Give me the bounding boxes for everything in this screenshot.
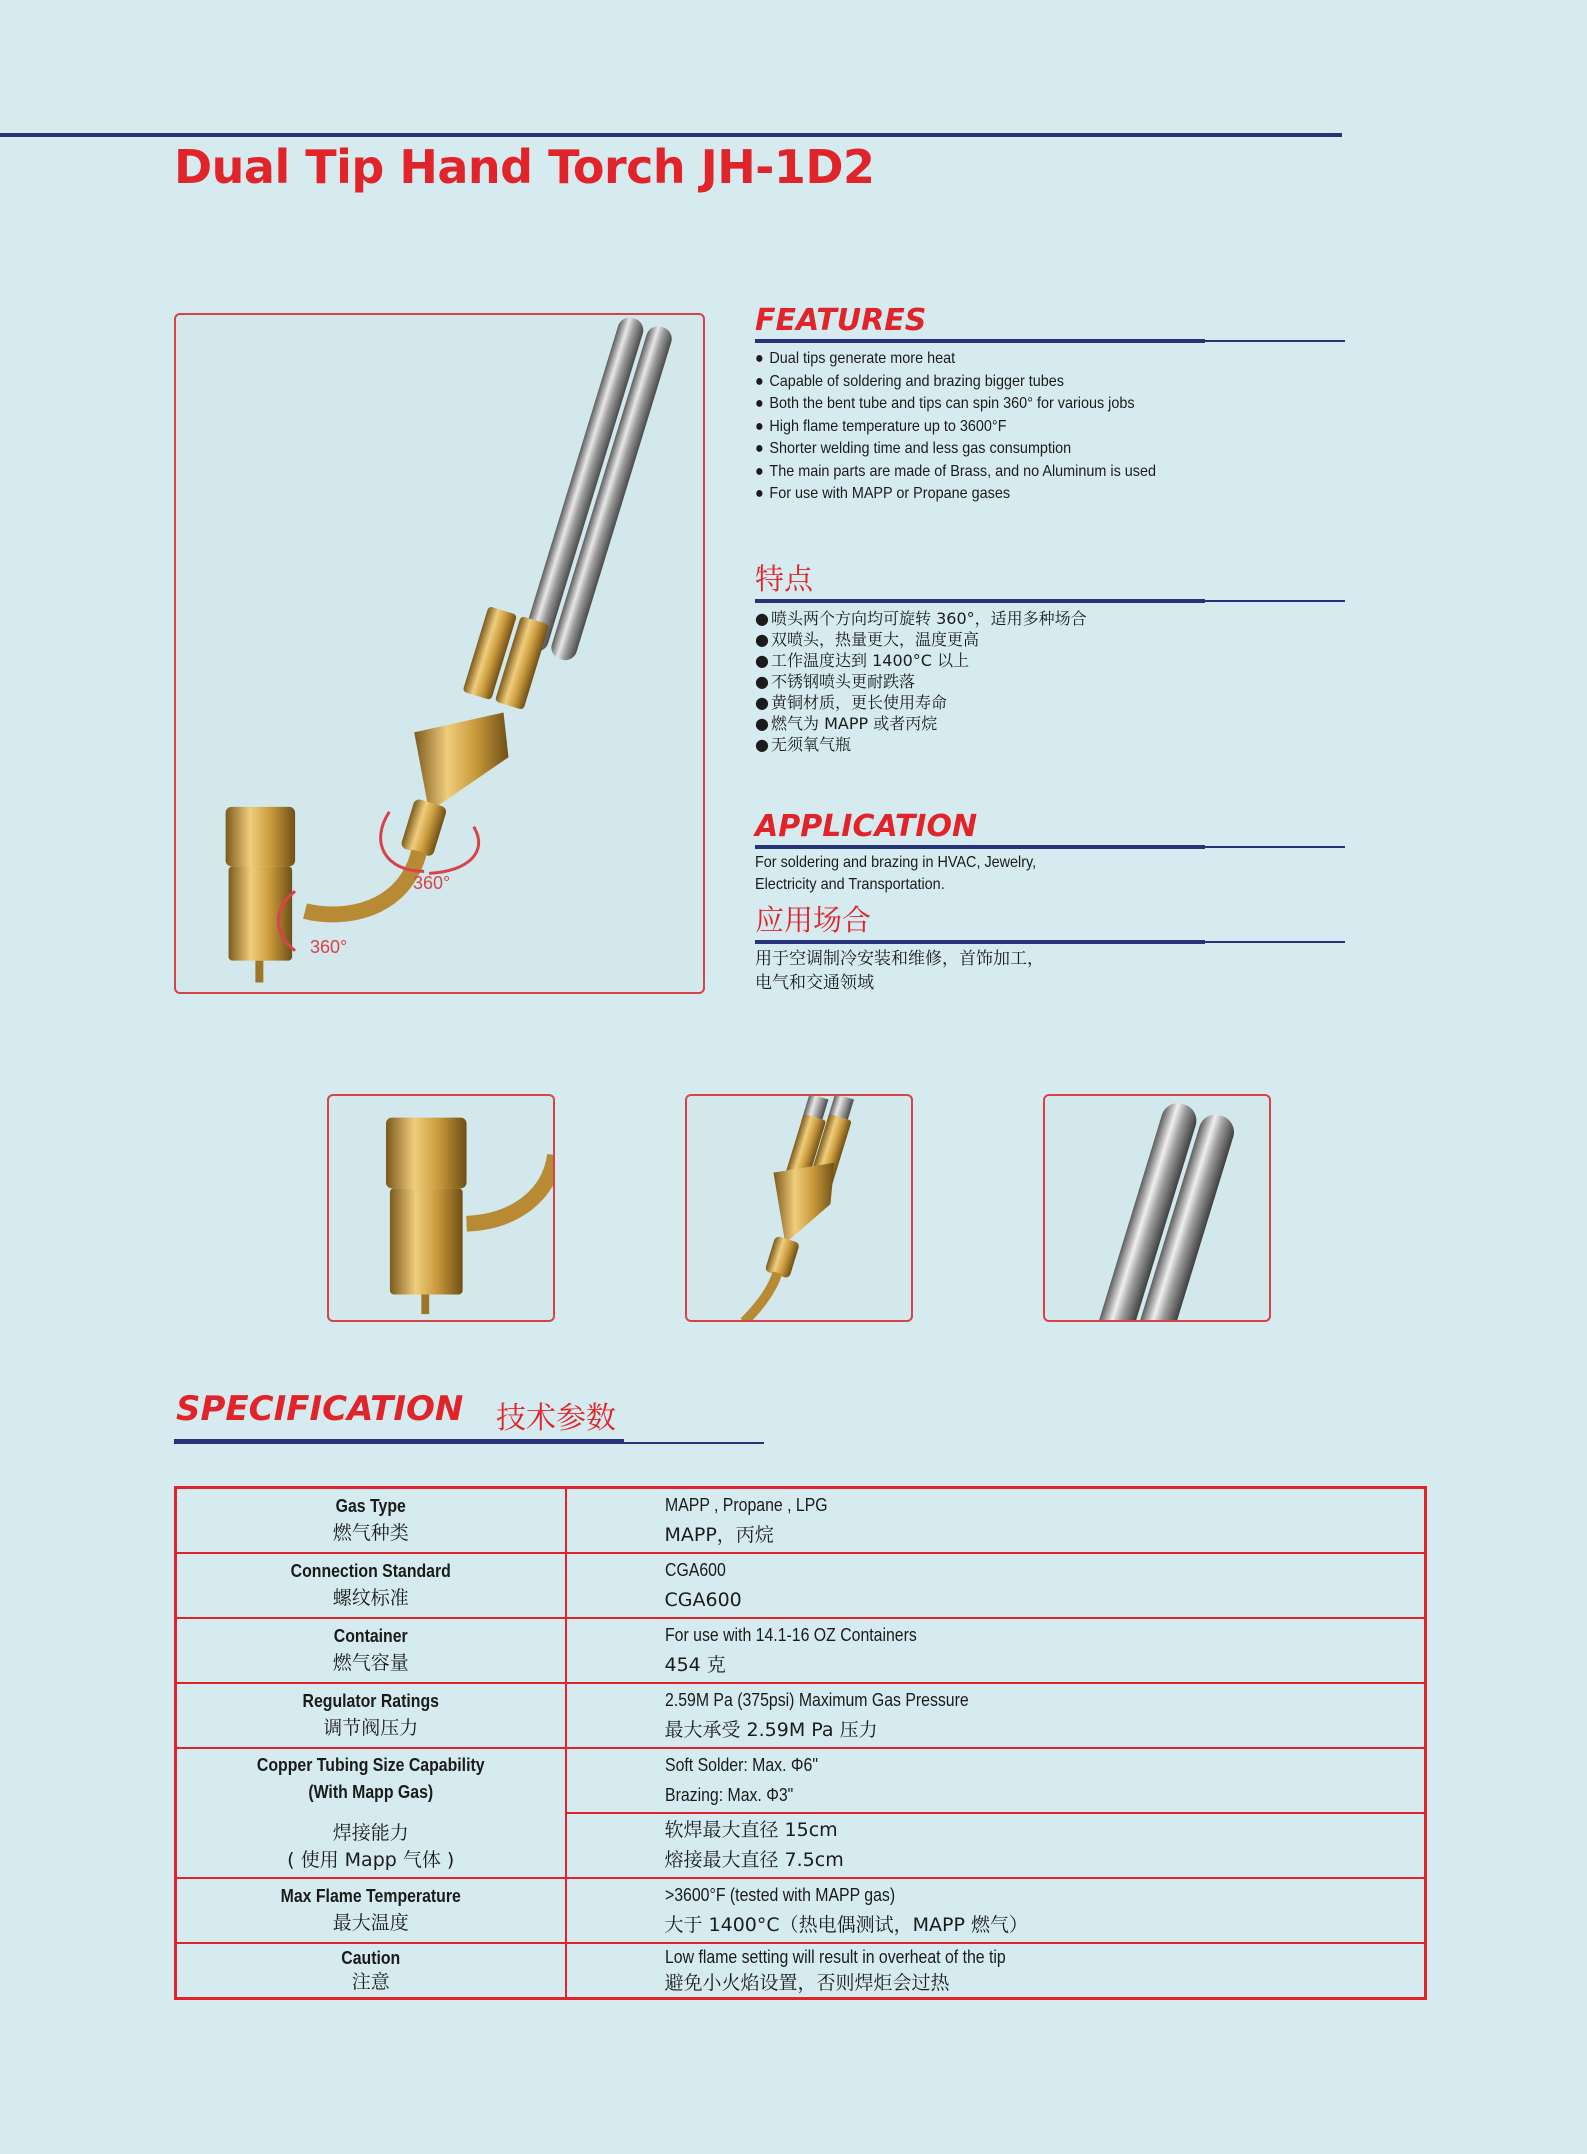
table-row [176, 1683, 1426, 1748]
application-rule-thin [1205, 846, 1345, 848]
application-cn-line: 用于空调制冷安装和维修，首饰加工， [755, 949, 1044, 969]
spec-key [176, 1748, 566, 1878]
spec-key-en: Container [333, 1626, 408, 1646]
spec-key-en: Connection Standard [290, 1561, 451, 1581]
application-cn-text [755, 947, 1345, 995]
list-item: ● Both the bent tube and tips can spin 360° for various jobs [755, 395, 1135, 412]
spec-value-en: Soft Solder: Max. Φ6" [664, 1755, 818, 1775]
spec-value [566, 1943, 1426, 1999]
spec-value-cn: CGA600 [664, 1589, 742, 1611]
features-cn-rule-thin [1205, 600, 1345, 602]
spec-key [176, 1878, 566, 1943]
spec-value-en: >3600°F (tested with MAPP gas) [664, 1885, 895, 1905]
spec-value [566, 1488, 1426, 1553]
application-cn-line: 电气和交通领域 [755, 973, 874, 993]
spec-value-cn: 熔接最大直径 7.5cm [664, 1849, 844, 1871]
spec-key-en: Gas Type [335, 1496, 406, 1517]
features-cn-section [755, 560, 1345, 755]
spec-key-cn: 燃气容量 [332, 1652, 409, 1674]
list-item: ● The main parts are made of Brass, and no Aluminum is used [755, 462, 1156, 480]
application-text [755, 852, 1286, 896]
list-item: ● 黄铜材质，更长使用寿命 [755, 693, 948, 712]
spec-key-cn: 注意 [351, 1971, 390, 1994]
features-cn-rule [755, 599, 1205, 603]
spec-value-en: Low flame setting will result in overheat of the tip [664, 1947, 1006, 1968]
application-section [755, 806, 1345, 896]
rotation-label-connector: 360° [310, 937, 348, 957]
spec-key-en: Regulator Ratings [302, 1691, 439, 1711]
spec-value-en: MAPP , Propane , LPG [664, 1495, 828, 1516]
spec-key-en: (With Mapp Gas) [308, 1781, 434, 1802]
spec-key-en: Max Flame Temperature [280, 1886, 461, 1906]
thumbnail-manifold [685, 1094, 913, 1322]
spec-value [566, 1878, 1426, 1943]
specification-rule [174, 1439, 624, 1444]
table-row [176, 1748, 1426, 1813]
specification-rule-thin [624, 1442, 764, 1444]
spec-key-cn: 调节阀压力 [323, 1717, 419, 1739]
list-item: ● 无须氧气瓶 [755, 735, 852, 754]
spec-value-cn: MAPP，丙烷 [664, 1524, 774, 1547]
rotation-label-tube: 360° [413, 873, 451, 893]
tips-detail-image [1045, 1096, 1269, 1320]
spec-key [176, 1943, 566, 1999]
application-cn-rule-thin [1205, 941, 1345, 943]
features-section [755, 300, 1345, 506]
spec-value [566, 1683, 1426, 1748]
spec-value-en: 2.59M Pa (375psi) Maximum Gas Pressure [664, 1690, 969, 1710]
application-heading: APPLICATION [755, 809, 978, 844]
page-title: Dual Tip Hand Torch JH-1D2 [174, 140, 875, 194]
list-item: ● Capable of soldering and brazing bigger tubes [755, 372, 1065, 390]
table-row [176, 1488, 1426, 1553]
table-row [176, 1878, 1426, 1943]
features-rule-thin [1205, 340, 1345, 342]
spec-key-en: Copper Tubing Size Capability [256, 1754, 485, 1775]
application-rule [755, 845, 1205, 849]
table-row [176, 1553, 1426, 1618]
specification-table [174, 1486, 1427, 2000]
spec-value-cn: 最大承受 2.59M Pa 压力 [664, 1719, 878, 1741]
spec-value-cn: 大于 1400°C（热电偶测试，MAPP 燃气） [664, 1914, 1029, 1936]
specification-header [174, 1383, 764, 1443]
thumbnail-connector [327, 1094, 555, 1322]
spec-key-cn: ( 使用 Mapp 气体 ) [287, 1848, 455, 1871]
list-item: ● 工作温度达到 1400°C 以上 [755, 651, 970, 670]
table-row [176, 1618, 1426, 1683]
features-cn-heading: 特点 [755, 562, 814, 596]
application-line: Electricity and Transportation. [755, 876, 945, 893]
manifold-detail-image [687, 1096, 911, 1320]
list-item: ● 双喷头，热量更大，温度更高 [755, 630, 980, 649]
application-line: For soldering and brazing in HVAC, Jewelry, [755, 854, 1037, 871]
list-item: ● 不锈钢喷头更耐跌落 [755, 672, 916, 691]
features-heading: FEATURES [755, 303, 927, 338]
list-item: ● 燃气为 MAPP 或者丙烷 [755, 714, 938, 733]
top-rule [0, 133, 1342, 137]
spec-key [176, 1618, 566, 1683]
spec-value [566, 1618, 1426, 1683]
spec-key [176, 1683, 566, 1748]
application-cn-rule [755, 940, 1205, 944]
thumbnail-tips [1043, 1094, 1271, 1322]
specification-heading: SPECIFICATION [176, 1389, 464, 1429]
spec-value-en: CGA600 [664, 1560, 726, 1580]
spec-key-cn: 螺纹标准 [332, 1587, 409, 1609]
specification-heading-cn: 技术参数 [496, 1401, 616, 1436]
table-row [176, 1943, 1426, 1999]
spec-key-cn: 焊接能力 [332, 1821, 409, 1844]
features-cn-list [755, 608, 1345, 755]
spec-value-cn: 避免小火焰设置，否则焊炬会过热 [664, 1972, 950, 1995]
list-item: ● High flame temperature up to 3600°F [755, 417, 1007, 435]
list-item: ● 喷头两个方向均可旋转 360°，适用多种场合 [755, 609, 1087, 628]
spec-value-cn: 软焊最大直径 15cm [664, 1819, 838, 1841]
spec-key [176, 1553, 566, 1618]
list-item: ● Shorter welding time and less gas consumption [755, 440, 1072, 457]
spec-key-cn: 最大温度 [332, 1912, 409, 1934]
features-list [755, 348, 1345, 506]
spec-value-en: For use with 14.1-16 OZ Containers [664, 1625, 917, 1645]
application-cn-section [755, 901, 1345, 995]
main-product-photo [174, 313, 705, 994]
spec-value [566, 1553, 1426, 1618]
list-item: ● For use with MAPP or Propane gases [755, 485, 1011, 502]
spec-value-en: Brazing: Max. Φ3" [664, 1785, 793, 1805]
spec-value [566, 1748, 1426, 1813]
connector-detail-image [329, 1096, 553, 1320]
spec-value-cn: 454 克 [664, 1654, 726, 1676]
spec-key-en: Caution [341, 1948, 401, 1969]
features-rule [755, 339, 1205, 343]
application-cn-heading: 应用场合 [755, 903, 872, 937]
list-item: ● Dual tips generate more heat [755, 350, 956, 367]
spec-key-cn: 燃气种类 [332, 1522, 409, 1545]
spec-key [176, 1488, 566, 1553]
spec-value [566, 1813, 1426, 1878]
